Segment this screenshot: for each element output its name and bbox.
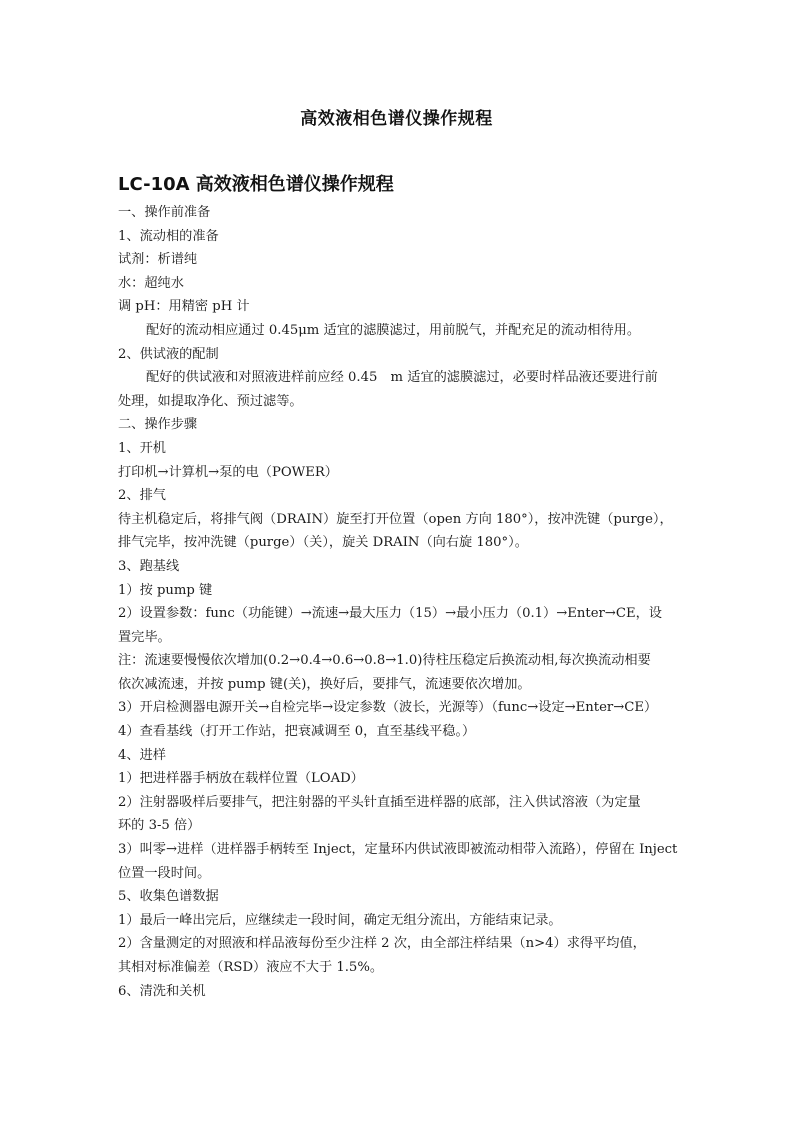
text-line: 3）叫零→进样（进样器手柄转至 Inject，定量环内供试液即被流动相带入流路），停留在 Inject [118,842,678,858]
text-line: 试剂：析谱纯 [118,252,198,268]
text-line: 2）注射器吸样后要排气，把注射器的平头针直插至进样器的底部，注入供试溶液（为定量 [118,794,641,810]
document-title: 高效液相色谱仪操作规程 [300,109,493,129]
text-line: 位置一段时间。 [118,865,211,881]
text-line: 1、开机 [118,440,166,456]
text-line: 2、供试液的配制 [118,346,219,362]
text-line: 配好的供试液和对照液进样前应经 0.45 m 适宜的滤膜滤过，必要时样品液还要进行前 [146,370,658,386]
text-line: 打印机→计算机→泵的电（POWER） [118,464,338,480]
text-line: 3）开启检测器电源开关→自检完毕→设定参数（波长，光源等）（func→设定→Enter→CE） [118,700,658,716]
text-line: 1、流动相的准备 [118,228,219,244]
text-line: 1）最后一峰出完后，应继续走一段时间，确定无组分流出，方能结束记录。 [118,912,562,928]
document-body [118,201,678,1003]
text-line: 处理，如提取净化、预过滤等。 [118,393,303,409]
text-line: 5、收集色谱数据 [118,889,219,905]
text-line: 4、进样 [118,747,166,763]
text-line: 2）含量测定的对照液和样品液每份至少注样 2 次，由全部注样结果（n>4）求得平均值， [118,936,646,952]
text-line: 置完毕。 [118,629,171,645]
text-line: 一、操作前准备 [118,205,211,220]
text-line: 排气完毕，按冲洗键（purge）（关），旋关 DRAIN（向右旋 180°）。 [118,535,528,551]
document-subtitle: LC-10A 高效液相色谱仪操作规程 [118,174,394,195]
text-line: 水：超纯水 [118,275,184,291]
text-line: 二、操作步骤 [118,417,198,433]
text-line: 环的 3-5 倍） [118,818,201,834]
text-line: 4）查看基线（打开工作站，把衰减调至 0，直至基线平稳。） [118,724,476,740]
text-line: 注：流速要慢慢依次增加(0.2→0.4→0.6→0.8→1.0)待柱压稳定后换流动相,每次换流动相要 [118,653,651,669]
text-line: 待主机稳定后，将排气阀（DRAIN）旋至打开位置（open 方向 180°），按冲洗键（purge）， [118,511,673,527]
text-line: 6、清洗和关机 [118,983,206,999]
text-line: 依次减流速，并按 pump 键(关)，换好后，要排气，流速要依次增加。 [118,676,531,692]
text-line: 调 pH：用精密 pH 计 [118,299,250,315]
text-line: 配好的流动相应通过 0.45μm 适宜的滤膜滤过，用前脱气，并配充足的流动相待用。 [146,322,641,338]
text-line: 1）按 pump 键 [118,582,213,598]
text-line: 其相对标准偏差（RSD）液应不大于 1.5%。 [118,960,384,975]
text-line: 3、跑基线 [118,558,180,574]
text-line: 2、排气 [118,488,166,504]
text-line: 2）设置参数：func（功能键）→流速→最大压力（15）→最小压力（0.1）→Enter→CE，设 [118,606,662,622]
text-line: 1）把进样器手柄放在载样位置（LOAD） [118,771,364,787]
